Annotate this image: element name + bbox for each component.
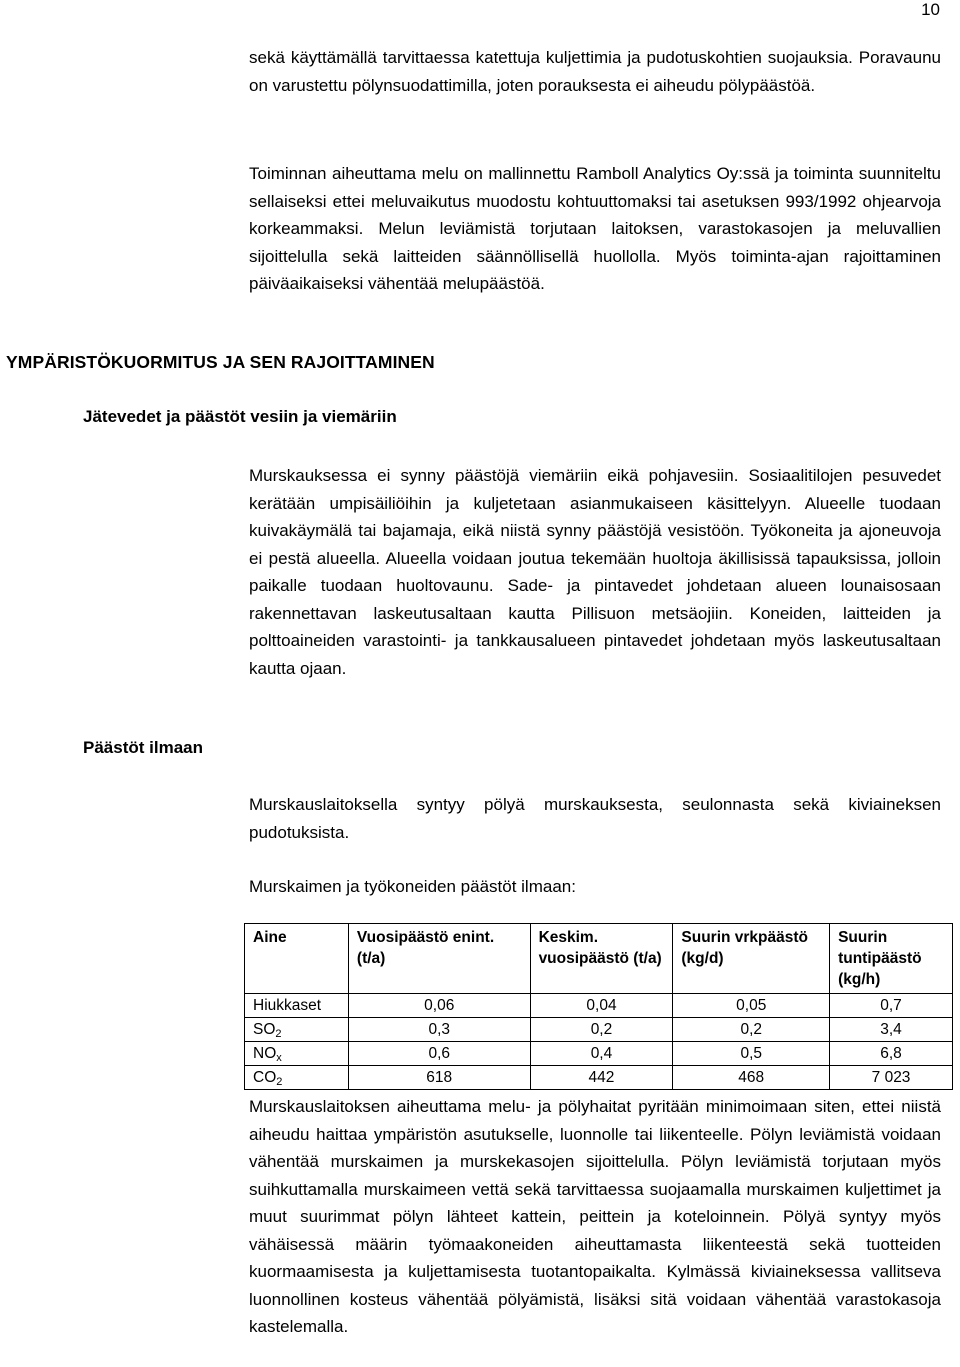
table-cell: 7 023: [830, 1066, 953, 1090]
water-paragraph-block: [249, 462, 941, 682]
table-header-cell: Vuosipäästö enint. (t/a): [348, 924, 530, 994]
noise-paragraph-block: [249, 160, 941, 298]
substance-label: SO: [253, 1021, 276, 1038]
table-row: [245, 1066, 953, 1090]
substance-label: Hiukkaset: [253, 997, 322, 1014]
substance-name: [245, 994, 349, 1018]
substance-label: CO: [253, 1069, 277, 1086]
substance-subscript: 2: [276, 1076, 283, 1088]
table-cell: 0,5: [673, 1042, 830, 1066]
intro-paragraph-block: [249, 44, 941, 99]
final-paragraph-block: [249, 1093, 941, 1341]
section-heading: YMPÄRISTÖKUORMITUS JA SEN RAJOITTAMINEN: [6, 352, 435, 372]
substance-name: [245, 1018, 349, 1042]
table-row: [245, 1042, 953, 1066]
table-row: [245, 1018, 953, 1042]
substance-label: NO: [253, 1045, 277, 1062]
table-header-cell: Keskim. vuosipäästö (t/a): [530, 924, 673, 994]
intro-paragraph: sekä käyttämällä tarvittaessa katettuja kuljettimia ja pudotuskohtien suojauksia. Poravaunu on varustettu pölynsuodattimilla, joten porauksesta ei aiheudu pölypäästöä.: [249, 48, 941, 95]
table-header-cell: Aine: [245, 924, 349, 994]
emissions-table: [244, 923, 953, 1090]
air-paragraph: Murskauslaitoksella syntyy pölyä murskauksesta, seulonnasta sekä kiviaineksen pudotuksista.: [249, 795, 941, 842]
page-number: 10: [921, 0, 940, 19]
table-cell: 0,2: [673, 1018, 830, 1042]
substance-name: [245, 1066, 349, 1090]
table-cell: 0,7: [830, 994, 953, 1018]
table-cell: 0,06: [348, 994, 530, 1018]
table-cell: 0,2: [530, 1018, 673, 1042]
table-header-cell: Suurin tuntipäästö (kg/h): [830, 924, 953, 994]
table-cell: 0,4: [530, 1042, 673, 1066]
substance-subscript: x: [276, 1052, 282, 1064]
substance-subscript: 2: [275, 1028, 282, 1040]
air-paragraph-block: [249, 791, 941, 846]
noise-paragraph: Toiminnan aiheuttama melu on mallinnettu Ramboll Analytics Oy:ssä ja toiminta suunniteltu sellaiseksi ettei meluvaikutus muodostu kohtuuttomaksi tai asetuksen 993/1992 ohjearvoja korkeammaksi. Melun leviämistä torjutaan laitoksen, varastokasojen ja meluvallien sijoittelulla sekä laitteiden säännöllisellä huollolla. Myös toiminta-ajan rajoittaminen päiväaikaiseksi vähentää melupäästöä.: [249, 164, 941, 293]
table-cell: 0,05: [673, 994, 830, 1018]
substance-name: [245, 1042, 349, 1066]
table-cell: 618: [348, 1066, 530, 1090]
final-paragraph: Murskauslaitoksen aiheuttama melu- ja pölyhaitat pyritään minimoimaan siten, ettei niistä aiheudu haittaa ympäristön asutukselle, luonnolle tai liikenteelle. Pölyn leviämistä voidaan vähentää murskaimen ja murskekasojen sijoittelulla. Pölyn leviämistä torjutaan myös suihkuttamalla murskaimeen vettä sekä tarvittaessa suojaamalla murskaimen kuljettimet ja muut suurimmat pölyn lähteet kattein, peittein ja koteloinnein. Pölyä syntyy myös vähäisessä määrin työmaakoneiden aiheuttamasta liikenteestä sekä tuotteiden kuormaamisesta ja kuljettamisesta tuotantopaikalta. Kylmässä kiviaineksessa vallitseva luonnollinen kosteus vähentää pölyämistä, lisäksi sitä voidaan vähentää varastokasoja kastelemalla.: [249, 1097, 941, 1336]
water-paragraph: Murskauksessa ei synny päästöjä viemäriin eikä pohjavesiin. Sosiaalitilojen pesuvedet kerätään umpisäiliöihin ja kuljetetaan asianmukaiseen käsittelyyn. Alueelle tuodaan kuivakäymälä tai bajamaja, eikä niistä synny päästöjä vesistöön. Työkoneita ja ajoneuvoja ei pestä alueella. Alueella voidaan joutua tekemään huoltoja äkillisissä tapauksissa, jolloin paikalle tuodaan huoltovaunu. Sade- ja pintavedet johdetaan alueen lounaisosaan rakennettavan laskeutusaltaan kautta Pillisuon metsäojiin. Koneiden, laitteiden ja polttoaineiden varastointi- ja tankkausalueen pintavedet johdetaan myös laskeutusaltaan kautta ojaan.: [249, 466, 941, 678]
table-cell: 3,4: [830, 1018, 953, 1042]
table-header-cell: Suurin vrkpäästö (kg/d): [673, 924, 830, 994]
table-caption: Murskaimen ja työkoneiden päästöt ilmaan:: [249, 877, 576, 896]
table-cell: 0,04: [530, 994, 673, 1018]
subheading-water: Jätevedet ja päästöt vesiin ja viemäriin: [83, 407, 397, 426]
table-cell: 0,3: [348, 1018, 530, 1042]
table-cell: 468: [673, 1066, 830, 1090]
table-cell: 442: [530, 1066, 673, 1090]
table-cell: 0,6: [348, 1042, 530, 1066]
table-row: [245, 994, 953, 1018]
table-caption-block: [249, 873, 941, 901]
subheading-air: Päästöt ilmaan: [83, 738, 203, 757]
table-header-row: [245, 924, 953, 994]
table-cell: 6,8: [830, 1042, 953, 1066]
